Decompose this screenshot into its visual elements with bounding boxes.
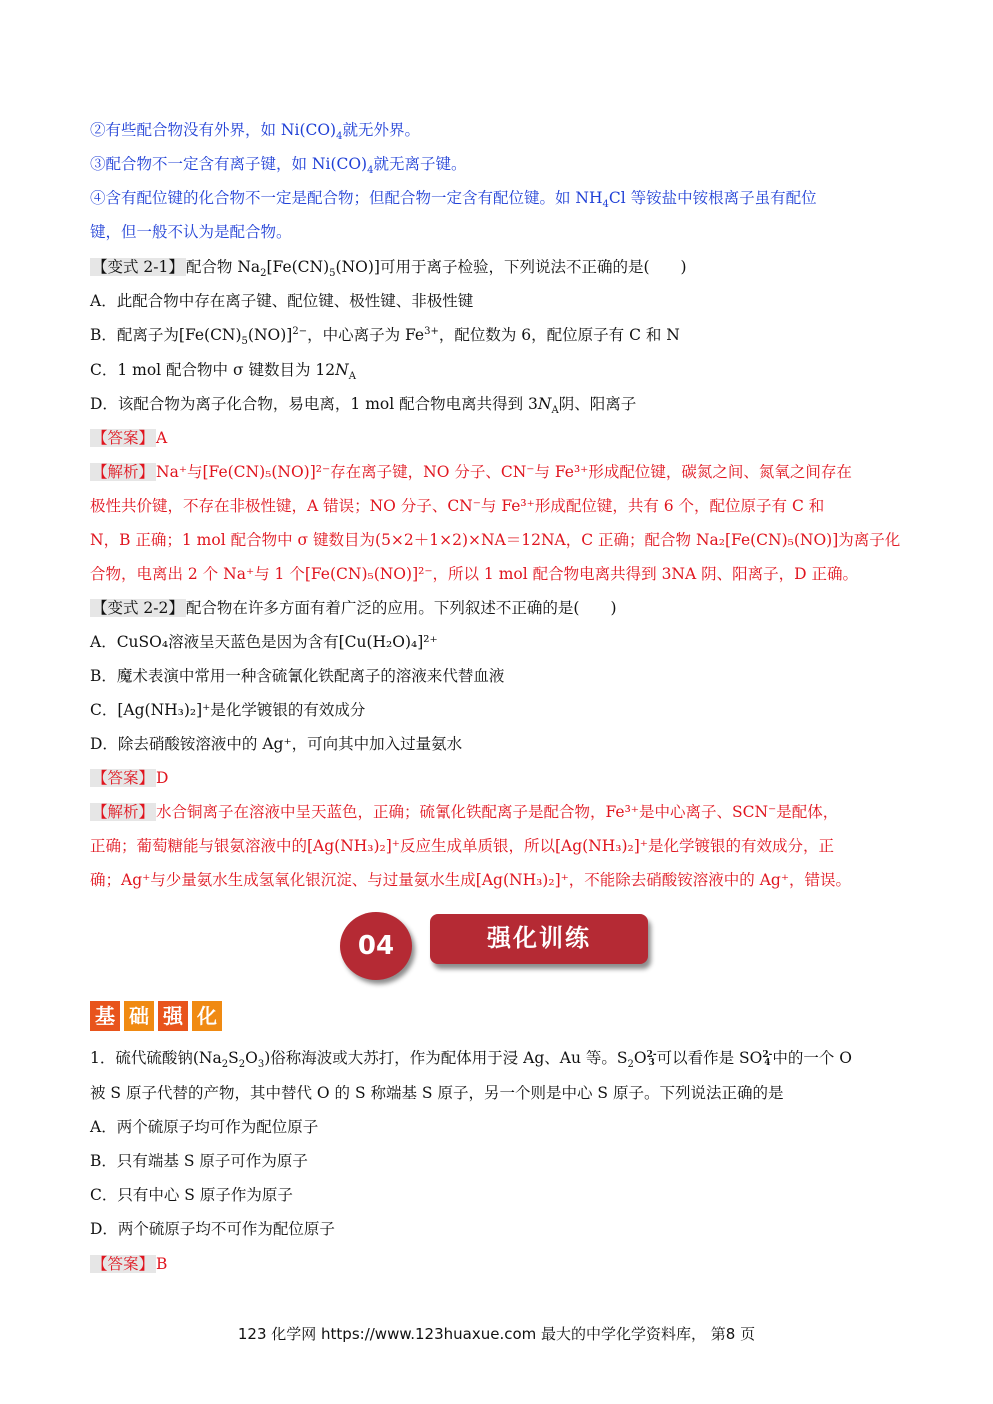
q21-tag: 【变式 2-1】 bbox=[92, 258, 184, 276]
q22-analysis-1: 【解析】 水合铜离子在溶液中呈天蓝色，正确；硫氰化铁配离子是配合物，Fe³⁺是中心离子、SCN⁻是配体， bbox=[92, 803, 839, 821]
q22-stem: 【变式 2-2】 配合物在许多方面有着广泛的应用。下列叙述不正确的是( ) bbox=[92, 599, 617, 617]
section-title: 强化训练 bbox=[430, 914, 648, 964]
q21-option-d: D．该配合物为离子化合物，易电离，1 mol 配合物电离共得到 $3N_A$阴、阳离子 bbox=[90, 395, 637, 417]
q21-stem: 【变式 2-1】 配合物 $Na_2[Fe(CN)_5(NO)]$可用于离子检验，下列说法不正确的是( ) bbox=[92, 258, 687, 280]
ion-charge-2: 2- 4 bbox=[762, 1050, 773, 1068]
q1-answer: 【答案】 B bbox=[92, 1255, 168, 1273]
heading-char-4: 化 bbox=[192, 1001, 222, 1031]
q1-option-d: D．两个硫原子均不可作为配位原子 bbox=[90, 1220, 335, 1238]
note-4: ④含有配位键的化合物不一定是配合物；但配合物一定含有配位键。如 $NH_4Cl$ 等铵盐中铵根离子虽有配位 bbox=[90, 189, 817, 211]
page-footer: 123 化学网 https://www.123huaxue.com 最大的中学化学资料库， 第8 页 bbox=[237, 1325, 756, 1343]
q22-analysis-2: 正确；葡萄糖能与银氨溶液中的[Ag(NH₃)₂]⁺反应生成单质银，所以[Ag(NH₃)₂]⁺是化学镀银的有效成分，正 bbox=[90, 837, 834, 855]
q1-option-b: B．只有端基 S 原子可作为原子 bbox=[90, 1152, 308, 1170]
heading-char-3: 强 bbox=[158, 1001, 188, 1031]
ion-charge-1: 2- 3 bbox=[646, 1050, 657, 1068]
note-2: ②有些配合物没有外界，如 $Ni(CO)_4$就无外界。 bbox=[90, 121, 420, 143]
q1-option-a: A．两个硫原子均可作为配位原子 bbox=[90, 1118, 319, 1136]
q21-option-c: C．1 mol 配合物中 σ 键数目为 $12N_A$ bbox=[90, 361, 356, 383]
q1-option-c: C．只有中心 S 原子作为原子 bbox=[90, 1186, 293, 1204]
heading-char-2: 础 bbox=[124, 1001, 154, 1031]
q22-tag: 【变式 2-2】 bbox=[92, 599, 184, 617]
q21-analysis-1: 【解析】 Na⁺与[Fe(CN)₅(NO)]²⁻存在离子键，NO 分子、CN⁻与 Fe³⁺形成配位键，碳氮之间、氮氧之间存在 bbox=[92, 463, 852, 481]
q21-analysis-3: N，B 正确；1 mol 配合物中 σ 键数目为(5×2＋1×2)×NA＝12NA，C 正确；配合物 Na₂[Fe(CN)₅(NO)]为离子化 bbox=[90, 531, 901, 549]
q1-stem-2: 被 S 原子代替的产物，其中替代 O 的 S 称端基 S 原子，另一个则是中心 S 原子。下列说法正确的是 bbox=[90, 1084, 784, 1102]
q22-option-d: D．除去硝酸铵溶液中的 Ag⁺，可向其中加入过量氨水 bbox=[90, 735, 463, 753]
q21-option-b: B．配离子为$[Fe(CN)_5(NO)]^{2-}$，中心离子为 $Fe^{3+}$，配位数为 6，配位原子有 C 和 N bbox=[90, 325, 680, 348]
note-3: ③配合物不一定含有离子键，如 $Ni(CO)_4$就无离子键。 bbox=[90, 155, 467, 177]
q22-analysis-3: 确；Ag⁺与少量氨水生成氢氧化银沉淀、与过量氨水生成[Ag(NH₃)₂]⁺，不能除去硝酸铵溶液中的 Ag⁺，错误。 bbox=[90, 871, 852, 889]
section-number: 04 bbox=[340, 912, 412, 980]
q22-option-b: B．魔术表演中常用一种含硫氰化铁配离子的溶液来代替血液 bbox=[90, 667, 505, 685]
note-4-cont: 键，但一般不认为是配合物。 bbox=[90, 223, 292, 241]
q22-answer: 【答案】 D bbox=[92, 769, 169, 787]
q21-option-a: A．此配合物中存在离子键、配位键、极性键、非极性键 bbox=[90, 292, 474, 310]
q1-stem-1: 1．硫代硫酸钠$(Na_2S_2O_3)$俗称海波或大苏打，作为配体用于浸 Ag、Au 等。$S_2O2-$ 3 可以看作是 SO2- 4 中的一个 O bbox=[90, 1049, 853, 1071]
q22-option-a: A．CuSO₄溶液呈天蓝色是因为含有[Cu(H₂O)₄]²⁺ bbox=[90, 633, 438, 651]
heading-char-1: 基 bbox=[90, 1001, 120, 1031]
q22-option-c: C．[Ag(NH₃)₂]⁺是化学镀银的有效成分 bbox=[90, 701, 366, 719]
subsection-heading bbox=[90, 1001, 222, 1031]
q21-analysis-4: 合物，电离出 2 个 Na⁺与 1 个[Fe(CN)₅(NO)]²⁻，所以 1 mol 配合物电离共得到 3NA 阴、阳离子，D 正确。 bbox=[90, 565, 858, 583]
q21-analysis-2: 极性共价键，不存在非极性键，A 错误；NO 分子、CN⁻与 Fe³⁺形成配位键，共有 6 个，配位原子有 C 和 bbox=[90, 497, 825, 515]
section-banner bbox=[340, 912, 660, 984]
q21-answer: 【答案】 A bbox=[92, 429, 168, 447]
